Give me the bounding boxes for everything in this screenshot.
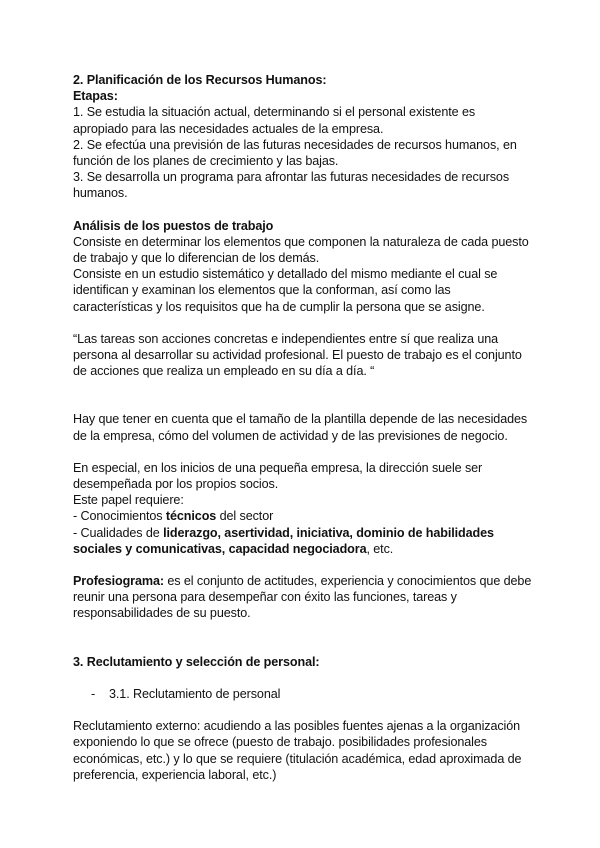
- spacer: [73, 379, 532, 411]
- section-2-title: 2. Planificación de los Recursos Humanos:: [73, 73, 327, 87]
- requirement-1-bold: técnicos: [165, 509, 217, 524]
- requirement-2: [73, 525, 532, 557]
- requirement-2-suffix: , etc.: [366, 541, 394, 556]
- subsection-label: 3.1. Reclutamiento de personal: [109, 686, 281, 701]
- requirement-1: [73, 508, 532, 524]
- etapas-label: Etapas:: [73, 89, 118, 104]
- list-dash: -: [91, 686, 96, 701]
- subsection-item: [73, 686, 532, 702]
- etapa-2: 2. Se efectúa una previsión de las futuras necesidades de recursos humanos, en función de los planes de crecimiento y las bajas.: [73, 137, 517, 169]
- requirement-1-prefix: - Conocimientos: [73, 509, 166, 524]
- reclutamiento-externo-paragraph: Reclutamiento externo: acudiendo a las posibles fuentes ajenas a la organización exponiendo lo que se ofrece (puesto de trabajo. posibilidades profesionales económicas, etc.) y lo que se requiere (titulación académica, edad aproximada de preferencia, experiencia laboral, etc.): [73, 719, 522, 782]
- requiere-line: Este papel requiere:: [73, 493, 184, 508]
- quote-paragraph: “Las tareas son acciones concretas e independientes entre sí que realiza una persona al desarrollar su actividad profesional. El puesto de trabajo es el conjunto de acciones que realiza un empleado en su día a día. “: [73, 331, 522, 379]
- spacer: [73, 622, 532, 654]
- plantilla-paragraph: Hay que tener en cuenta que el tamaño de la plantilla depende de las necesidades de la empresa, cómo del volumen de actividad y de las previsiones de negocio.: [73, 412, 528, 443]
- profesiograma-paragraph: [73, 573, 532, 622]
- requirement-2-bold: liderazgo, asertividad, iniciativa, dominio de habilidades sociales y comunicativas, capacidad negociadora: [73, 525, 494, 556]
- etapa-3: 3. Se desarrolla un programa para afrontar las futuras necesidades de recursos humanos.: [73, 170, 510, 201]
- spacer: [73, 315, 532, 331]
- requirement-2-prefix: - Cualidades de: [73, 525, 164, 540]
- spacer: [73, 202, 532, 218]
- profesiograma-text: es el conjunto de actitudes, experiencia y conocimientos que debe reunir una persona para desempeñar con éxito las funciones, tareas y responsabilidades de su puesto.: [73, 574, 532, 621]
- especial-paragraph: En especial, en los inicios de una pequeña empresa, la dirección suele ser desempeñada por los propios socios.: [73, 460, 483, 492]
- analisis-title: Análisis de los puestos de trabajo: [73, 218, 274, 233]
- analisis-paragraph-1: Consiste en determinar los elementos que componen la naturaleza de cada puesto de trabajo y que lo diferencian de los demás.: [73, 234, 529, 266]
- etapa-1: 1. Se estudia la situación actual, determinando si el personal existente es apropiado para las necesidades actuales de la empresa.: [73, 105, 476, 136]
- spacer: [73, 557, 532, 573]
- spacer: [73, 702, 532, 718]
- spacer: [73, 444, 532, 460]
- profesiograma-label: Profesiograma:: [73, 574, 164, 589]
- spacer: [73, 670, 532, 686]
- requirement-1-suffix: del sector: [216, 509, 274, 524]
- section-3-title: 3. Reclutamiento y selección de personal:: [73, 654, 320, 669]
- analisis-paragraph-2: Consiste en un estudio sistemático y detallado del mismo mediante el cual se identifican y examinan los elementos que la conforman, así como las características y los requisitos que ha de cumplir la persona que se asigne.: [73, 267, 498, 314]
